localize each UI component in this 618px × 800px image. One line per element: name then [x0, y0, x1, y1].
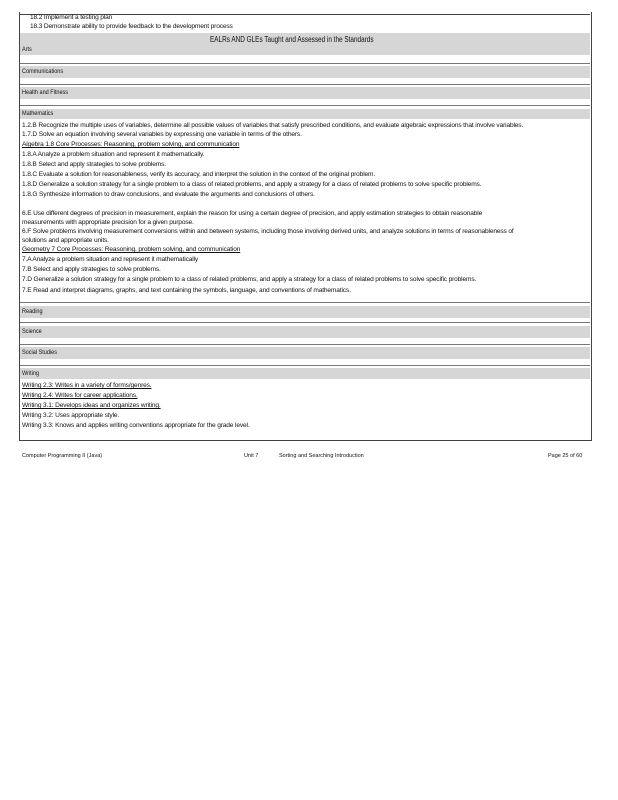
math-line: 6.F Solve problems involving measurement conversions within and between systems, including those involving derived units, and analyze solutions in terms of reasonableness of	[22, 228, 514, 235]
writing-line: Writing 2.4: Writes for career applications.	[22, 392, 138, 399]
math-line: 1.8.A Analyze a problem situation and represent it mathematically.	[22, 151, 205, 158]
math-line: 1.8.G Synthesize information to draw conclusions, and evaluate the arguments and conclusions of others.	[22, 191, 315, 198]
header-writing	[20, 368, 590, 379]
header-health	[20, 87, 590, 99]
row-separator	[20, 322, 590, 323]
math-line: 1.2.B Recognize the multiple uses of variables, determine all possible values of variables that satisfy prescribed conditions, and evaluate algebraic expressions that involve variables.	[22, 122, 524, 129]
math-line: 7.B Select and apply strategies to solve problems.	[22, 266, 161, 273]
header-science	[20, 326, 590, 338]
row-separator	[20, 344, 590, 345]
math-line: measurements with appropriate precision for a given purpose.	[22, 219, 194, 226]
math-line: 7.E Read and interpret diagrams, graphs, and text containing the symbols, language, and conventions of mathematics.	[22, 287, 351, 294]
footer-topic: Sorting and Searching Introduction	[279, 453, 364, 459]
section-label-science: Science	[22, 328, 42, 335]
writing-line: Writing 3.3: Knows and applies writing conventions appropriate for the grade level.	[22, 422, 250, 429]
math-line: 7.A Analyze a problem situation and represent it mathematically	[22, 256, 199, 263]
row-separator	[20, 365, 590, 366]
standards-title: EALRs AND GLEs Taught and Assessed in the Standards	[210, 35, 374, 44]
math-line: 6.E Use different degrees of precision in measurement, explain the reason for using a certain degree of precision, and apply estimation strategies to obtain reasonable	[22, 210, 483, 217]
math-line: 1.8.D Generalize a solution strategy for a single problem to a class of related problems, and apply a strategy for a class of related problems to solve specific problems.	[22, 181, 482, 188]
row-separator	[20, 63, 590, 64]
section-label-social-studies: Social Studies	[22, 349, 58, 356]
section-label-mathematics: Mathematics	[22, 110, 54, 117]
header-mathematics	[20, 109, 590, 119]
writing-line: Writing 3.2: Uses appropriate style.	[22, 412, 120, 419]
section-label-health: Health and Fitness	[22, 89, 69, 96]
section-label-reading: Reading	[22, 308, 43, 315]
math-line: 1.7.D Solve an equation involving several variables by expressing one variable in terms of the others.	[22, 131, 302, 138]
row-separator	[20, 105, 590, 106]
writing-line: Writing 3.1: Develops ideas and organizes writing.	[22, 402, 161, 409]
math-line: solutions and appropriate units.	[22, 237, 109, 244]
math-heading: Geometry 7 Core Processes: Reasoning, problem solving, and communication	[22, 246, 241, 253]
header-reading	[20, 306, 590, 318]
math-line: 1.8.B Select and apply strategies to solve problems.	[22, 161, 166, 168]
row-separator	[20, 302, 590, 303]
header-communications	[20, 66, 590, 78]
intro-line: 18.2 Implement a testing plan	[30, 14, 113, 21]
header-arts	[20, 33, 590, 55]
section-label-communications: Communications	[22, 68, 64, 75]
section-label-writing: Writing	[22, 370, 40, 377]
row-separator	[20, 84, 590, 85]
header-social-studies	[20, 347, 590, 359]
footer-course: Computer Programming II (Java)	[22, 453, 103, 459]
footer-page-number: Page 25 of 60	[548, 453, 583, 459]
intro-line: 18.3 Demonstrate ability to provide feedback to the development process	[30, 23, 233, 30]
math-line: 7.D Generalize a solution strategy for a single problem to a class of related problems, and apply a strategy for a class of related problems to solve specific problems.	[22, 276, 477, 283]
math-line: 1.8.C Evaluate a solution for reasonableness, verify its accuracy, and interpret the solution in the context of the original problem.	[22, 171, 376, 178]
writing-line: Writing 2.3: Writes in a variety of forms/genres.	[22, 382, 152, 389]
math-heading: Algebra 1.8 Core Processes: Reasoning, problem solving, and communication	[22, 141, 240, 148]
footer-unit: Unit 7	[244, 453, 259, 459]
section-label-arts: Arts	[22, 46, 32, 53]
